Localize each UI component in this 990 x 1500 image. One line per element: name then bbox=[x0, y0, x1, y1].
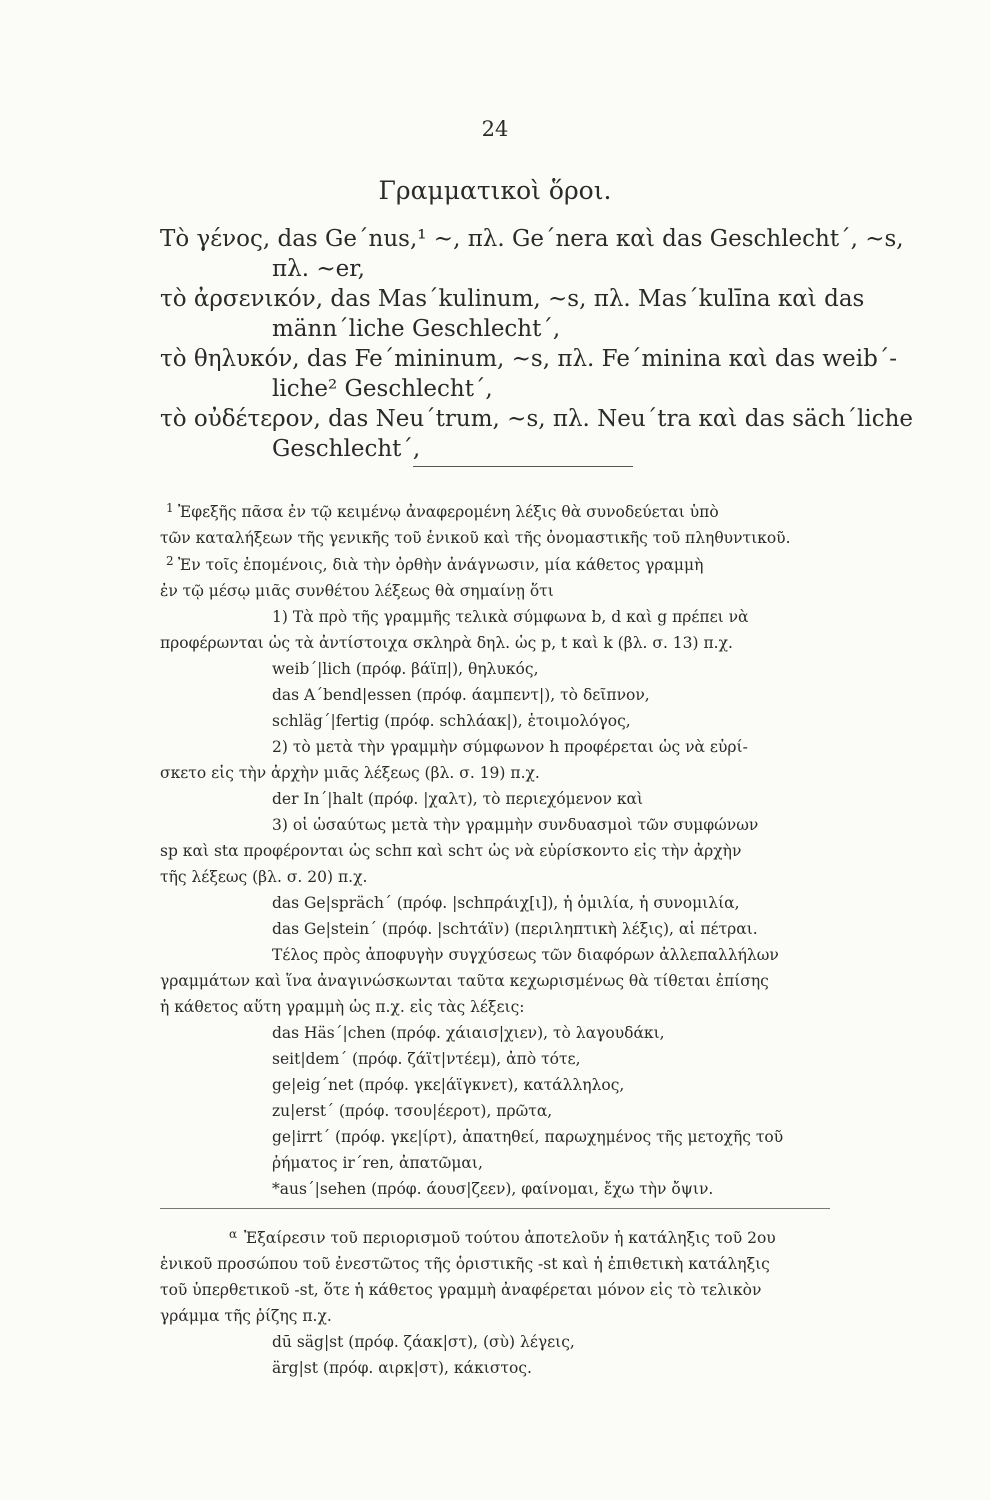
footnote-line: προφέρωνται ὡς τὰ ἀντίστοιχα σκληρὰ δηλ. ὡς p, t καὶ k (βλ. σ. 13) π.χ. bbox=[160, 634, 733, 652]
footnote-divider bbox=[160, 1208, 830, 1209]
footnote-line: Ἐφεξῆς πᾶσα ἐν τῷ κειμένῳ ἀναφερομένη λέξις θὰ συνοδεύεται ὑπὸ bbox=[178, 503, 719, 521]
footnote-line: σκετο εἰς τὴν ἀρχὴν μιᾶς λέξεως (βλ. σ. 19) π.χ. bbox=[160, 764, 540, 782]
example-line: ge|irrt´ (πρόφ. γκε|ίρτ), ἀπατηθεί, παρωχημένος τῆς μετοχῆς τοῦ bbox=[272, 1128, 784, 1146]
example-line: der In´|halt (πρόφ. |χαλτ), τὸ περιεχόμενον καὶ bbox=[272, 790, 644, 808]
example-line: *aus´|sehen (πρόφ. άουσ|ζεεν), φαίνομαι, ἔχω τὴν ὄψιν. bbox=[272, 1180, 714, 1198]
footnote-line: Ἐξαίρεσιν τοῦ περιορισμοῦ τούτου ἀποτελοῦν ἡ κατάληξις τοῦ 2ου bbox=[244, 1229, 776, 1247]
example-line: ῥήματος ir´ren, ἀπατῶμαι, bbox=[272, 1154, 483, 1172]
footnote-line: Ἐν τοῖς ἑπομένοις, διὰ τὴν ὀρθὴν ἀνάγνωσιν, μία κάθετος γραμμὴ bbox=[178, 556, 704, 574]
example-line: das A´bend|essen (πρόφ. άαμπεντ|), τὸ δεῖπνον, bbox=[272, 686, 650, 704]
footnote-line: τῆς λέξεως (βλ. σ. 20) π.χ. bbox=[160, 868, 368, 886]
example-line: weib´|lich (πρόφ. βάϊπ|), θηλυκός, bbox=[272, 660, 539, 678]
term-line: τὸ θηλυκόν, das Fe´mininum, ~s, πλ. Fe´minina καὶ das weib´- bbox=[160, 346, 898, 372]
footnote-line: 3) οἱ ὡσαύτως μετὰ τὴν γραμμὴν συνδυασμοὶ τῶν συμφώνων bbox=[272, 816, 759, 834]
term-line: Τὸ γένος, das Ge´nus,¹ ~, πλ. Ge´nera καὶ das Geschlecht´, ~s, bbox=[160, 226, 904, 252]
footnote-marker: 1 bbox=[166, 501, 174, 515]
term-line: τὸ οὐδέτερον, das Neu´trum, ~s, πλ. Neu´tra καὶ das säch´liche bbox=[160, 406, 914, 432]
footnote-marker: 2 bbox=[166, 554, 174, 568]
footnote-line: 2) τὸ μετὰ τὴν γραμμὴν σύμφωνον h προφέρεται ὡς νὰ εὑρί- bbox=[272, 738, 748, 756]
example-line: das Ge|stein´ (πρόφ. |schτάϊν) (περιληπτικὴ λέξις), αἱ πέτραι. bbox=[272, 920, 758, 938]
example-line: zu|erst´ (πρόφ. τσου|έεροτ), πρῶτα, bbox=[272, 1102, 553, 1120]
footnote-line: ἡ κάθετος αὕτη γραμμὴ ὡς π.χ. εἰς τὰς λέξεις: bbox=[160, 998, 525, 1016]
footnote-line: γραμμάτων καὶ ἵνα ἀναγινώσκωνται ταῦτα κεχωρισμένως θὰ τίθεται ἐπίσης bbox=[160, 972, 769, 990]
example-line: seit|dem´ (πρόφ. ζάϊτ|ντέεμ), ἀπὸ τότε, bbox=[272, 1050, 581, 1068]
section-divider bbox=[413, 466, 633, 467]
example-line: dū säg|st (πρόφ. ζάακ|στ), (σὺ) λέγεις, bbox=[272, 1333, 575, 1351]
page-number: 24 bbox=[481, 117, 509, 141]
footnote-line: τῶν καταλήξεων τῆς γενικῆς τοῦ ἑνικοῦ καὶ τῆς ὀνομαστικῆς τοῦ πληθυντικοῦ. bbox=[160, 529, 791, 547]
footnote-line: Τέλος πρὸς ἀποφυγὴν συγχύσεως τῶν διαφόρων ἀλλεπαλλήλων bbox=[272, 946, 779, 964]
example-line: ärg|st (πρόφ. αιρκ|στ), κάκιστος. bbox=[272, 1359, 532, 1377]
term-line: männ´liche Geschlecht´, bbox=[272, 316, 561, 342]
example-line: das Häs´|chen (πρόφ. χάιαισ|χιεν), τὸ λαγουδάκι, bbox=[272, 1024, 665, 1042]
footnote-line: 1) Τὰ πρὸ τῆς γραμμῆς τελικὰ σύμφωνα b, d καὶ g πρέπει νὰ bbox=[272, 608, 749, 626]
footnote-line: τοῦ ὑπερθετικοῦ -st, ὅτε ἡ κάθετος γραμμὴ ἀναφέρεται μόνον εἰς τὸ τελικὸν bbox=[160, 1281, 762, 1299]
footnote-line: ἐν τῷ μέσῳ μιᾶς συνθέτου λέξεως θὰ σημαίνῃ ὅτι bbox=[160, 582, 554, 600]
example-line: ge|eig´net (πρόφ. γκε|άϊγκνετ), κατάλληλος, bbox=[272, 1076, 625, 1094]
term-line: τὸ ἀρσενικόν, das Mas´kulinum, ~s, πλ. Mas´kulīna καὶ das bbox=[160, 286, 865, 312]
example-line: das Ge|spräch´ (πρόφ. |schπράιχ[ι]), ἡ ὁμιλία, ἡ συνομιλία, bbox=[272, 894, 740, 912]
term-line: liche² Geschlecht´, bbox=[272, 376, 493, 402]
footnote-line: γράμμα τῆς ῥίζης π.χ. bbox=[160, 1307, 332, 1325]
page-title: Γραμματικοὶ ὅροι. bbox=[378, 176, 612, 205]
term-line: πλ. ~er, bbox=[272, 256, 365, 282]
example-line: schläg´|fertig (πρόφ. schλάακ|), ἑτοιμολόγος, bbox=[272, 712, 631, 730]
footnote-line: ἑνικοῦ προσώπου τοῦ ἐνεστῶτος τῆς ὁριστικῆς -st καὶ ἡ ἐπιθετικὴ κατάληξις bbox=[160, 1255, 770, 1273]
footnote-line: sp καὶ stα προφέρονται ὡς schπ καὶ schτ ὡς νὰ εὑρίσκοντο εἰς τὴν ἀρχὴν bbox=[160, 842, 742, 860]
term-line: Geschlecht´, bbox=[272, 436, 421, 462]
footnote-marker: α bbox=[229, 1227, 238, 1241]
